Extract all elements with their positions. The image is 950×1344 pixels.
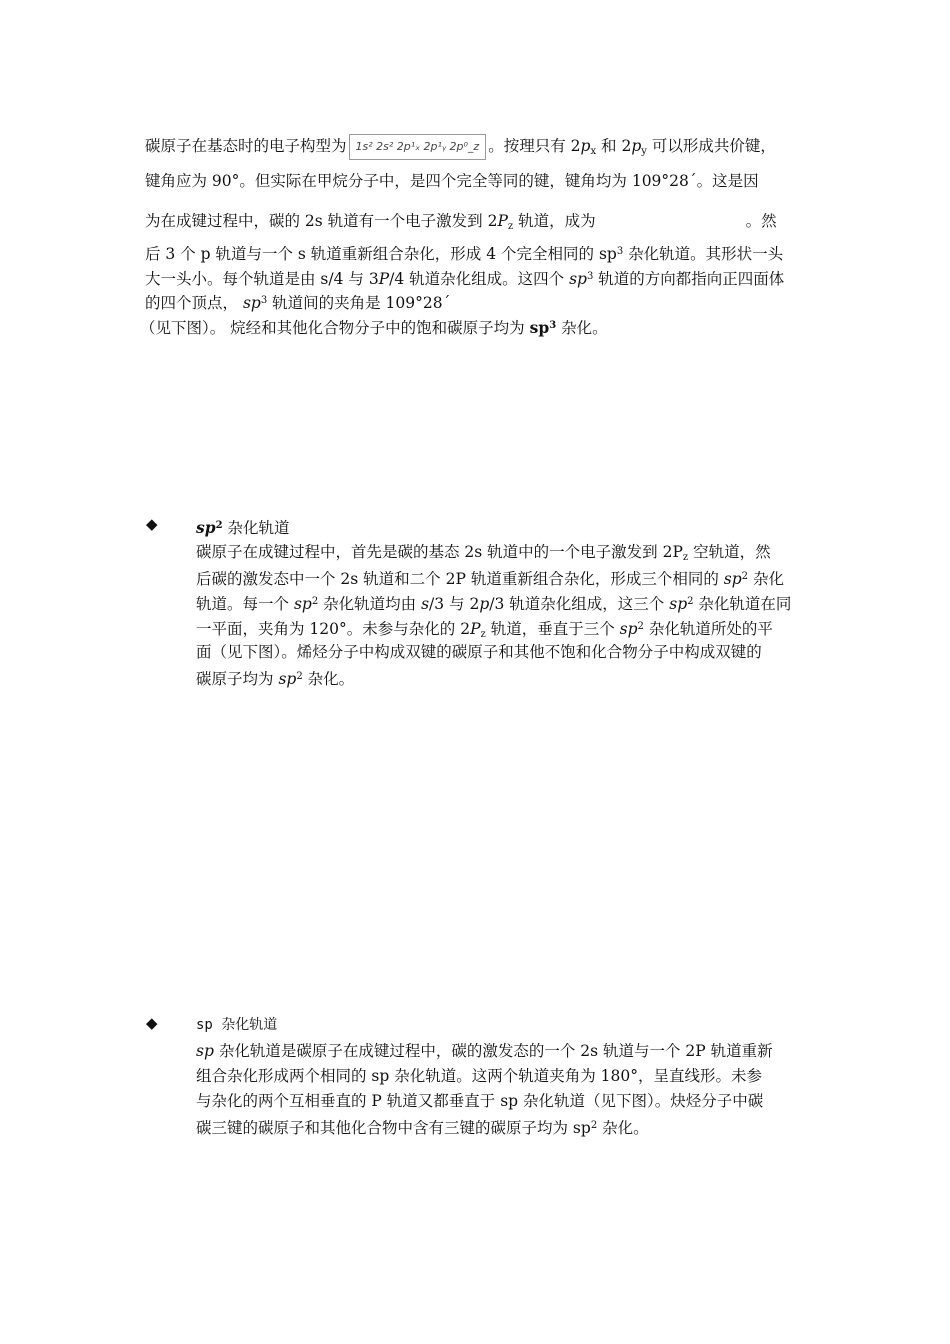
bullet-icon: ◆ (146, 515, 158, 533)
subscript: y (641, 146, 647, 157)
text: （见下图）。 烷经和其他化合物分子中的饱和碳原子均为 (140, 319, 530, 337)
text: P (378, 270, 390, 288)
text: 。然 (745, 212, 777, 230)
text: P (497, 212, 508, 230)
superscript: 2 (637, 621, 644, 632)
text: 杂化。 (556, 319, 608, 337)
text: /3 与 2 (429, 595, 480, 613)
text: 轨道的方向都指向正四面体 (593, 270, 785, 288)
p1-line-7 (140, 315, 608, 339)
text: 杂化。 (597, 1119, 649, 1137)
sp2-line-1 (196, 541, 771, 569)
superscript: 3 (586, 271, 594, 282)
text: s (421, 595, 430, 613)
text: 杂化轨道是碳原子在成键过程中，碳的激发态的一个 2s 轨道与一个 2P 轨道重新 (213, 1042, 773, 1060)
text: sp (196, 518, 216, 537)
text: 杂化轨道所处的平 (643, 620, 773, 638)
sp2-heading (196, 515, 289, 539)
text: 的四个顶点， (145, 294, 243, 312)
sp-line-2: 组合杂化形成两个相同的 sp 杂化轨道。这两个轨道夹角为 180°，呈直线形。未参 (196, 1067, 762, 1085)
text: 碳三键的碳原子和其他化合物中含有三键的碳原子均为 sp (196, 1119, 591, 1137)
superscript: 2 (741, 571, 749, 582)
text: 杂化 (748, 570, 784, 588)
text: 杂化轨道均由 (318, 595, 422, 613)
sp2-line-5: 面（见下图）。烯烃分子中构成双键的碳原子和其他不饱和化合物分子中构成双键的 (196, 643, 762, 661)
text: p (580, 137, 591, 155)
subscript: z (480, 629, 486, 640)
text: 轨道间的夹角是 109°28´ (267, 294, 451, 312)
sp-line-4 (196, 1115, 649, 1139)
p1-line-3 (145, 210, 777, 238)
superscript: 2 (296, 671, 303, 682)
text: 后碳的激发态中一个 2s 轨道和二个 2P 轨道重新组合杂化，形成三个相同的 (196, 570, 724, 588)
text: 大一头小。每个轨道是由 s/4 与 3 (145, 270, 379, 288)
text: 碳原子均为 (196, 670, 279, 688)
text: sp (723, 570, 742, 588)
text: 杂化轨道在同 (693, 595, 792, 613)
electron-config-image: 1s² 2s² 2p¹ₓ 2p¹ᵧ 2p⁰_z (349, 134, 487, 160)
text: 轨道，成为 (513, 212, 596, 230)
superscript: 2 (590, 1120, 598, 1131)
superscript: 3 (549, 320, 557, 331)
text: P (470, 620, 481, 638)
bullet-icon: ◆ (146, 1014, 158, 1032)
superscript: 2 (687, 596, 694, 607)
p1-line-6 (145, 290, 450, 314)
sp-line-1 (196, 1040, 773, 1062)
subscript: z (507, 221, 514, 232)
text: p (631, 137, 642, 155)
text: p (479, 595, 490, 613)
text: sp (242, 294, 261, 312)
superscript: 3 (616, 246, 624, 257)
text: 可以形成共价键， (646, 137, 776, 155)
text: sp (278, 670, 297, 688)
text: 轨道。每一个 (196, 595, 294, 613)
sp-line-3: 与杂化的两个互相垂直的 P 轨道又都垂直于 sp 杂化轨道（见下图）。炔烃分子中碳 (196, 1092, 764, 1110)
text: 杂化轨道 (222, 519, 290, 537)
sp-heading: sp 杂化轨道 (196, 1017, 278, 1033)
sp2-line-6 (196, 666, 354, 690)
text: 碳原子在基态时的电子构型为 (145, 137, 347, 155)
superscript: 2 (311, 596, 319, 607)
text: 碳原子在成键过程中，首先是碳的基态 2s 轨道中的一个电子激发到 2P (196, 543, 683, 561)
p1-line-1 (145, 134, 776, 163)
sp2-line-3 (196, 591, 791, 615)
text: sp (569, 270, 587, 288)
sp2-line-2 (196, 566, 784, 590)
text: 和 2 (596, 137, 632, 155)
p1-line-5 (145, 266, 784, 290)
text: 后 3 个 p 轨道与一个 s 轨道重新组合杂化，形成 4 个完全相同的 sp (145, 245, 617, 263)
text: sp (669, 595, 688, 613)
text: sp (293, 595, 312, 613)
subscript: z (682, 552, 689, 563)
text: sp (619, 620, 638, 638)
superscript: 2 (215, 520, 223, 531)
text: 杂化。 (302, 670, 355, 688)
text: /3 轨道杂化组成，这三个 (489, 595, 670, 613)
text: 一平面，夹角为 120°。未参与杂化的 2 (196, 620, 471, 638)
text: 杂化轨道。其形状一头 (623, 245, 784, 263)
p1-line-4 (145, 241, 783, 265)
text: 。按理只有 2 (488, 137, 581, 155)
text: sp (529, 318, 550, 337)
subscript: x (590, 146, 597, 157)
text: 为在成键过程中，碳的 2s 轨道有一个电子激发到 2 (145, 212, 498, 230)
text: /4 轨道杂化组成。这四个 (389, 270, 570, 288)
text: 轨道，垂直于三个 (485, 620, 620, 638)
p1-line-2: 键角应为 90°。但实际在甲烷分子中，是四个完全等同的键，键角均为 109°28´。这是因 (145, 172, 759, 190)
superscript: 3 (260, 295, 268, 306)
text: sp (196, 1042, 214, 1060)
text: 空轨道，然 (688, 543, 771, 561)
